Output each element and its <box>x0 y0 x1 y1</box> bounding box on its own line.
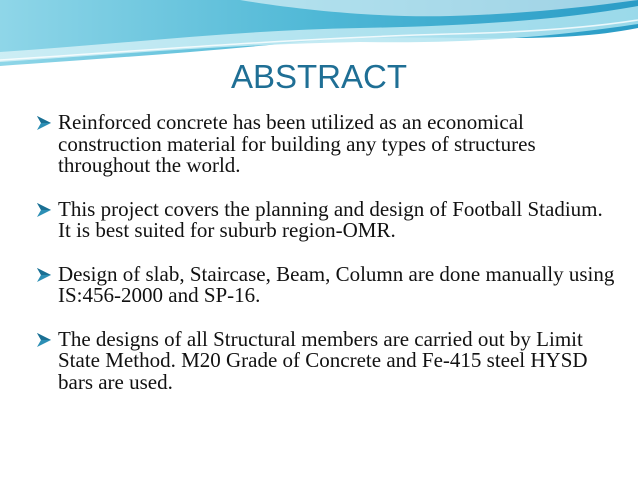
bullet-text: Design of slab, Staircase, Beam, Column are done manually using IS:456-2000 and SP-16. <box>58 261 615 307</box>
bullet-item <box>36 196 616 242</box>
arrow-bullet-icon <box>36 114 52 132</box>
bullet-text: This project covers the planning and design of Football Stadium. It is best suited for suburb region-OMR. <box>58 196 603 242</box>
bullet-item <box>36 326 616 394</box>
bullet-list <box>36 112 616 415</box>
bullet-item <box>36 112 616 177</box>
arrow-bullet-icon <box>36 201 52 219</box>
arrow-bullet-icon <box>36 266 52 284</box>
slide-title: ABSTRACT <box>230 58 408 95</box>
bullet-text: Reinforced concrete has been utilized as an economical construction material for building any types of structures throughout the world. <box>58 110 536 177</box>
bullet-text: The designs of all Structural members are carried out by Limit State Method. M20 Grade of Concrete and Fe-415 steel HYSD bars are used. <box>58 326 588 394</box>
bullet-item <box>36 261 616 307</box>
arrow-bullet-icon <box>36 331 52 349</box>
